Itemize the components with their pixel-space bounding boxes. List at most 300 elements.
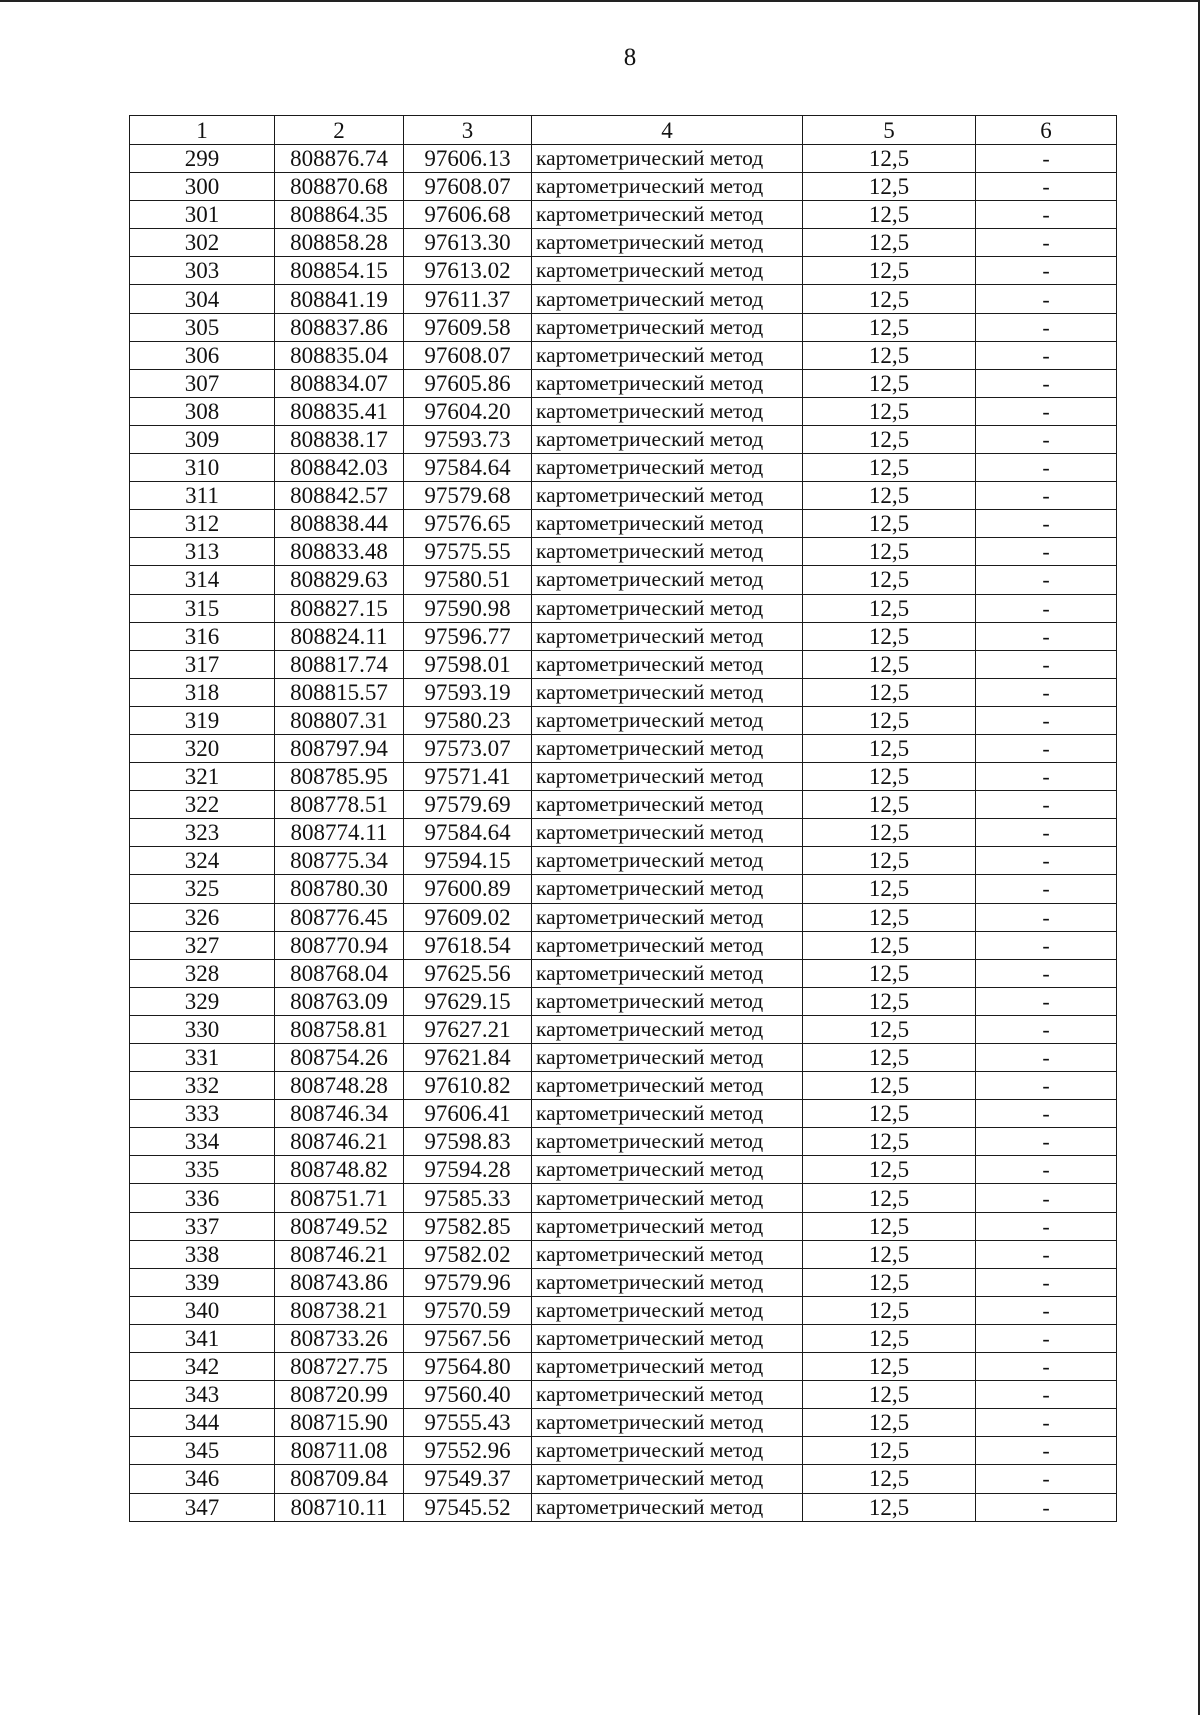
note-cell: - bbox=[976, 1296, 1117, 1324]
x-coordinate-cell: 808778.51 bbox=[275, 791, 404, 819]
accuracy-cell: 12,5 bbox=[803, 847, 976, 875]
y-coordinate-cell: 97570.59 bbox=[404, 1296, 532, 1324]
point-number-cell: 318 bbox=[130, 678, 275, 706]
accuracy-cell: 12,5 bbox=[803, 959, 976, 987]
y-coordinate-cell: 97576.65 bbox=[404, 510, 532, 538]
point-number-cell: 314 bbox=[130, 566, 275, 594]
x-coordinate-cell: 808738.21 bbox=[275, 1296, 404, 1324]
y-coordinate-cell: 97605.86 bbox=[404, 369, 532, 397]
x-coordinate-cell: 808780.30 bbox=[275, 875, 404, 903]
point-number-cell: 310 bbox=[130, 454, 275, 482]
accuracy-cell: 12,5 bbox=[803, 706, 976, 734]
point-number-cell: 324 bbox=[130, 847, 275, 875]
scan-edge-top bbox=[0, 0, 1200, 2]
y-coordinate-cell: 97613.02 bbox=[404, 257, 532, 285]
y-coordinate-cell: 97590.98 bbox=[404, 594, 532, 622]
method-cell: картометрический метод bbox=[532, 1409, 803, 1437]
y-coordinate-cell: 97609.02 bbox=[404, 903, 532, 931]
table-row bbox=[130, 1100, 1117, 1128]
method-cell: картометрический метод bbox=[532, 594, 803, 622]
method-cell: картометрический метод bbox=[532, 1268, 803, 1296]
x-coordinate-cell: 808758.81 bbox=[275, 1015, 404, 1043]
x-coordinate-cell: 808838.17 bbox=[275, 425, 404, 453]
x-coordinate-cell: 808746.34 bbox=[275, 1100, 404, 1128]
note-cell: - bbox=[976, 397, 1117, 425]
column-header: 3 bbox=[404, 116, 532, 145]
x-coordinate-cell: 808763.09 bbox=[275, 987, 404, 1015]
note-cell: - bbox=[976, 1128, 1117, 1156]
method-cell: картометрический метод bbox=[532, 1381, 803, 1409]
point-number-cell: 328 bbox=[130, 959, 275, 987]
note-cell: - bbox=[976, 1324, 1117, 1352]
point-number-cell: 317 bbox=[130, 650, 275, 678]
point-number-cell: 340 bbox=[130, 1296, 275, 1324]
column-header: 4 bbox=[532, 116, 803, 145]
y-coordinate-cell: 97598.83 bbox=[404, 1128, 532, 1156]
method-cell: картометрический метод bbox=[532, 1044, 803, 1072]
x-coordinate-cell: 808833.48 bbox=[275, 538, 404, 566]
x-coordinate-cell: 808829.63 bbox=[275, 566, 404, 594]
note-cell: - bbox=[976, 1184, 1117, 1212]
accuracy-cell: 12,5 bbox=[803, 1437, 976, 1465]
table-header bbox=[130, 116, 1117, 145]
point-number-cell: 345 bbox=[130, 1437, 275, 1465]
y-coordinate-cell: 97625.56 bbox=[404, 959, 532, 987]
x-coordinate-cell: 808727.75 bbox=[275, 1353, 404, 1381]
accuracy-cell: 12,5 bbox=[803, 1184, 976, 1212]
table-row bbox=[130, 425, 1117, 453]
y-coordinate-cell: 97627.21 bbox=[404, 1015, 532, 1043]
note-cell: - bbox=[976, 257, 1117, 285]
y-coordinate-cell: 97606.68 bbox=[404, 201, 532, 229]
y-coordinate-cell: 97567.56 bbox=[404, 1324, 532, 1352]
x-coordinate-cell: 808770.94 bbox=[275, 931, 404, 959]
method-cell: картометрический метод bbox=[532, 1240, 803, 1268]
table-row bbox=[130, 538, 1117, 566]
accuracy-cell: 12,5 bbox=[803, 1072, 976, 1100]
table-row bbox=[130, 285, 1117, 313]
y-coordinate-cell: 97593.73 bbox=[404, 425, 532, 453]
point-number-cell: 336 bbox=[130, 1184, 275, 1212]
note-cell: - bbox=[976, 1268, 1117, 1296]
method-cell: картометрический метод bbox=[532, 931, 803, 959]
point-number-cell: 300 bbox=[130, 173, 275, 201]
point-number-cell: 341 bbox=[130, 1324, 275, 1352]
method-cell: картометрический метод bbox=[532, 987, 803, 1015]
accuracy-cell: 12,5 bbox=[803, 257, 976, 285]
accuracy-cell: 12,5 bbox=[803, 1409, 976, 1437]
x-coordinate-cell: 808775.34 bbox=[275, 847, 404, 875]
y-coordinate-cell: 97610.82 bbox=[404, 1072, 532, 1100]
accuracy-cell: 12,5 bbox=[803, 1465, 976, 1493]
table-row bbox=[130, 678, 1117, 706]
note-cell: - bbox=[976, 369, 1117, 397]
method-cell: картометрический метод bbox=[532, 706, 803, 734]
x-coordinate-cell: 808842.57 bbox=[275, 482, 404, 510]
x-coordinate-cell: 808827.15 bbox=[275, 594, 404, 622]
x-coordinate-cell: 808876.74 bbox=[275, 145, 404, 173]
method-cell: картометрический метод bbox=[532, 1437, 803, 1465]
note-cell: - bbox=[976, 482, 1117, 510]
column-header: 1 bbox=[130, 116, 275, 145]
table-row bbox=[130, 397, 1117, 425]
table-row bbox=[130, 173, 1117, 201]
x-coordinate-cell: 808711.08 bbox=[275, 1437, 404, 1465]
note-cell: - bbox=[976, 1409, 1117, 1437]
note-cell: - bbox=[976, 594, 1117, 622]
x-coordinate-cell: 808720.99 bbox=[275, 1381, 404, 1409]
y-coordinate-cell: 97549.37 bbox=[404, 1465, 532, 1493]
y-coordinate-cell: 97579.69 bbox=[404, 791, 532, 819]
header-row bbox=[130, 116, 1117, 145]
x-coordinate-cell: 808807.31 bbox=[275, 706, 404, 734]
note-cell: - bbox=[976, 425, 1117, 453]
accuracy-cell: 12,5 bbox=[803, 1156, 976, 1184]
method-cell: картометрический метод bbox=[532, 1128, 803, 1156]
y-coordinate-cell: 97594.28 bbox=[404, 1156, 532, 1184]
method-cell: картометрический метод bbox=[532, 1015, 803, 1043]
table-body bbox=[130, 145, 1117, 1522]
y-coordinate-cell: 97579.96 bbox=[404, 1268, 532, 1296]
table-row bbox=[130, 594, 1117, 622]
y-coordinate-cell: 97573.07 bbox=[404, 734, 532, 762]
table-row bbox=[130, 1128, 1117, 1156]
point-number-cell: 316 bbox=[130, 622, 275, 650]
point-number-cell: 343 bbox=[130, 1381, 275, 1409]
table-row bbox=[130, 1015, 1117, 1043]
method-cell: картометрический метод bbox=[532, 847, 803, 875]
accuracy-cell: 12,5 bbox=[803, 594, 976, 622]
accuracy-cell: 12,5 bbox=[803, 566, 976, 594]
column-header: 2 bbox=[275, 116, 404, 145]
y-coordinate-cell: 97571.41 bbox=[404, 763, 532, 791]
note-cell: - bbox=[976, 1156, 1117, 1184]
note-cell: - bbox=[976, 285, 1117, 313]
y-coordinate-cell: 97575.55 bbox=[404, 538, 532, 566]
column-header: 5 bbox=[803, 116, 976, 145]
note-cell: - bbox=[976, 1465, 1117, 1493]
y-coordinate-cell: 97560.40 bbox=[404, 1381, 532, 1409]
column-header: 6 bbox=[976, 116, 1117, 145]
point-number-cell: 332 bbox=[130, 1072, 275, 1100]
note-cell: - bbox=[976, 566, 1117, 594]
method-cell: картометрический метод bbox=[532, 1324, 803, 1352]
note-cell: - bbox=[976, 706, 1117, 734]
method-cell: картометрический метод bbox=[532, 1072, 803, 1100]
accuracy-cell: 12,5 bbox=[803, 229, 976, 257]
accuracy-cell: 12,5 bbox=[803, 482, 976, 510]
y-coordinate-cell: 97593.19 bbox=[404, 678, 532, 706]
point-number-cell: 344 bbox=[130, 1409, 275, 1437]
accuracy-cell: 12,5 bbox=[803, 1296, 976, 1324]
x-coordinate-cell: 808870.68 bbox=[275, 173, 404, 201]
method-cell: картометрический метод bbox=[532, 678, 803, 706]
point-number-cell: 299 bbox=[130, 145, 275, 173]
accuracy-cell: 12,5 bbox=[803, 1100, 976, 1128]
accuracy-cell: 12,5 bbox=[803, 1381, 976, 1409]
table-row bbox=[130, 763, 1117, 791]
table-row bbox=[130, 734, 1117, 762]
table-row bbox=[130, 931, 1117, 959]
y-coordinate-cell: 97608.07 bbox=[404, 341, 532, 369]
accuracy-cell: 12,5 bbox=[803, 622, 976, 650]
table-row bbox=[130, 1184, 1117, 1212]
table-row bbox=[130, 1156, 1117, 1184]
x-coordinate-cell: 808817.74 bbox=[275, 650, 404, 678]
y-coordinate-cell: 97604.20 bbox=[404, 397, 532, 425]
table-row bbox=[130, 1493, 1117, 1521]
method-cell: картометрический метод bbox=[532, 145, 803, 173]
y-coordinate-cell: 97552.96 bbox=[404, 1437, 532, 1465]
accuracy-cell: 12,5 bbox=[803, 425, 976, 453]
point-number-cell: 326 bbox=[130, 903, 275, 931]
method-cell: картометрический метод bbox=[532, 763, 803, 791]
table-row bbox=[130, 847, 1117, 875]
x-coordinate-cell: 808837.86 bbox=[275, 313, 404, 341]
accuracy-cell: 12,5 bbox=[803, 538, 976, 566]
table-row bbox=[130, 1072, 1117, 1100]
method-cell: картометрический метод bbox=[532, 397, 803, 425]
method-cell: картометрический метод bbox=[532, 1212, 803, 1240]
method-cell: картометрический метод bbox=[532, 510, 803, 538]
accuracy-cell: 12,5 bbox=[803, 763, 976, 791]
accuracy-cell: 12,5 bbox=[803, 931, 976, 959]
accuracy-cell: 12,5 bbox=[803, 173, 976, 201]
note-cell: - bbox=[976, 1381, 1117, 1409]
accuracy-cell: 12,5 bbox=[803, 145, 976, 173]
point-number-cell: 329 bbox=[130, 987, 275, 1015]
note-cell: - bbox=[976, 538, 1117, 566]
accuracy-cell: 12,5 bbox=[803, 791, 976, 819]
x-coordinate-cell: 808743.86 bbox=[275, 1268, 404, 1296]
point-number-cell: 331 bbox=[130, 1044, 275, 1072]
point-number-cell: 311 bbox=[130, 482, 275, 510]
x-coordinate-cell: 808709.84 bbox=[275, 1465, 404, 1493]
table-row bbox=[130, 454, 1117, 482]
method-cell: картометрический метод bbox=[532, 229, 803, 257]
x-coordinate-cell: 808776.45 bbox=[275, 903, 404, 931]
coordinates-table bbox=[129, 115, 1117, 1522]
note-cell: - bbox=[976, 1493, 1117, 1521]
method-cell: картометрический метод bbox=[532, 622, 803, 650]
note-cell: - bbox=[976, 678, 1117, 706]
point-number-cell: 320 bbox=[130, 734, 275, 762]
note-cell: - bbox=[976, 201, 1117, 229]
note-cell: - bbox=[976, 987, 1117, 1015]
accuracy-cell: 12,5 bbox=[803, 369, 976, 397]
accuracy-cell: 12,5 bbox=[803, 1015, 976, 1043]
point-number-cell: 305 bbox=[130, 313, 275, 341]
point-number-cell: 338 bbox=[130, 1240, 275, 1268]
method-cell: картометрический метод bbox=[532, 538, 803, 566]
point-number-cell: 313 bbox=[130, 538, 275, 566]
accuracy-cell: 12,5 bbox=[803, 341, 976, 369]
x-coordinate-cell: 808841.19 bbox=[275, 285, 404, 313]
y-coordinate-cell: 97584.64 bbox=[404, 819, 532, 847]
method-cell: картометрический метод bbox=[532, 369, 803, 397]
method-cell: картометрический метод bbox=[532, 1353, 803, 1381]
page-number: 8 bbox=[623, 44, 637, 71]
note-cell: - bbox=[976, 1437, 1117, 1465]
note-cell: - bbox=[976, 875, 1117, 903]
table-row bbox=[130, 959, 1117, 987]
table-row bbox=[130, 201, 1117, 229]
accuracy-cell: 12,5 bbox=[803, 454, 976, 482]
table-row bbox=[130, 1437, 1117, 1465]
y-coordinate-cell: 97545.52 bbox=[404, 1493, 532, 1521]
accuracy-cell: 12,5 bbox=[803, 1324, 976, 1352]
table-row bbox=[130, 1240, 1117, 1268]
table-row bbox=[130, 791, 1117, 819]
accuracy-cell: 12,5 bbox=[803, 650, 976, 678]
note-cell: - bbox=[976, 622, 1117, 650]
accuracy-cell: 12,5 bbox=[803, 1493, 976, 1521]
method-cell: картометрический метод bbox=[532, 819, 803, 847]
x-coordinate-cell: 808854.15 bbox=[275, 257, 404, 285]
table-row bbox=[130, 1409, 1117, 1437]
x-coordinate-cell: 808715.90 bbox=[275, 1409, 404, 1437]
method-cell: картометрический метод bbox=[532, 454, 803, 482]
point-number-cell: 302 bbox=[130, 229, 275, 257]
method-cell: картометрический метод bbox=[532, 1493, 803, 1521]
method-cell: картометрический метод bbox=[532, 791, 803, 819]
table-row bbox=[130, 1044, 1117, 1072]
accuracy-cell: 12,5 bbox=[803, 678, 976, 706]
point-number-cell: 347 bbox=[130, 1493, 275, 1521]
point-number-cell: 321 bbox=[130, 763, 275, 791]
note-cell: - bbox=[976, 903, 1117, 931]
note-cell: - bbox=[976, 510, 1117, 538]
y-coordinate-cell: 97621.84 bbox=[404, 1044, 532, 1072]
method-cell: картометрический метод bbox=[532, 903, 803, 931]
note-cell: - bbox=[976, 1100, 1117, 1128]
table-row bbox=[130, 482, 1117, 510]
accuracy-cell: 12,5 bbox=[803, 903, 976, 931]
method-cell: картометрический метод bbox=[532, 1156, 803, 1184]
point-number-cell: 309 bbox=[130, 425, 275, 453]
point-number-cell: 330 bbox=[130, 1015, 275, 1043]
point-number-cell: 339 bbox=[130, 1268, 275, 1296]
x-coordinate-cell: 808710.11 bbox=[275, 1493, 404, 1521]
accuracy-cell: 12,5 bbox=[803, 397, 976, 425]
table-row bbox=[130, 1381, 1117, 1409]
x-coordinate-cell: 808746.21 bbox=[275, 1128, 404, 1156]
y-coordinate-cell: 97598.01 bbox=[404, 650, 532, 678]
x-coordinate-cell: 808834.07 bbox=[275, 369, 404, 397]
method-cell: картометрический метод bbox=[532, 313, 803, 341]
point-number-cell: 327 bbox=[130, 931, 275, 959]
note-cell: - bbox=[976, 734, 1117, 762]
y-coordinate-cell: 97585.33 bbox=[404, 1184, 532, 1212]
x-coordinate-cell: 808842.03 bbox=[275, 454, 404, 482]
point-number-cell: 308 bbox=[130, 397, 275, 425]
y-coordinate-cell: 97600.89 bbox=[404, 875, 532, 903]
y-coordinate-cell: 97582.02 bbox=[404, 1240, 532, 1268]
y-coordinate-cell: 97594.15 bbox=[404, 847, 532, 875]
y-coordinate-cell: 97629.15 bbox=[404, 987, 532, 1015]
point-number-cell: 322 bbox=[130, 791, 275, 819]
x-coordinate-cell: 808774.11 bbox=[275, 819, 404, 847]
table-row bbox=[130, 1353, 1117, 1381]
table-row bbox=[130, 341, 1117, 369]
accuracy-cell: 12,5 bbox=[803, 1128, 976, 1156]
x-coordinate-cell: 808754.26 bbox=[275, 1044, 404, 1072]
y-coordinate-cell: 97580.23 bbox=[404, 706, 532, 734]
point-number-cell: 325 bbox=[130, 875, 275, 903]
point-number-cell: 301 bbox=[130, 201, 275, 229]
y-coordinate-cell: 97582.85 bbox=[404, 1212, 532, 1240]
x-coordinate-cell: 808751.71 bbox=[275, 1184, 404, 1212]
method-cell: картометрический метод bbox=[532, 341, 803, 369]
table-row bbox=[130, 875, 1117, 903]
accuracy-cell: 12,5 bbox=[803, 1353, 976, 1381]
y-coordinate-cell: 97584.64 bbox=[404, 454, 532, 482]
accuracy-cell: 12,5 bbox=[803, 987, 976, 1015]
table-row bbox=[130, 566, 1117, 594]
point-number-cell: 307 bbox=[130, 369, 275, 397]
x-coordinate-cell: 808797.94 bbox=[275, 734, 404, 762]
x-coordinate-cell: 808746.21 bbox=[275, 1240, 404, 1268]
table-row bbox=[130, 145, 1117, 173]
note-cell: - bbox=[976, 1353, 1117, 1381]
note-cell: - bbox=[976, 1015, 1117, 1043]
table-row bbox=[130, 819, 1117, 847]
x-coordinate-cell: 808748.28 bbox=[275, 1072, 404, 1100]
point-number-cell: 337 bbox=[130, 1212, 275, 1240]
table-row bbox=[130, 706, 1117, 734]
note-cell: - bbox=[976, 313, 1117, 341]
y-coordinate-cell: 97596.77 bbox=[404, 622, 532, 650]
point-number-cell: 323 bbox=[130, 819, 275, 847]
y-coordinate-cell: 97564.80 bbox=[404, 1353, 532, 1381]
accuracy-cell: 12,5 bbox=[803, 1268, 976, 1296]
point-number-cell: 306 bbox=[130, 341, 275, 369]
note-cell: - bbox=[976, 1240, 1117, 1268]
accuracy-cell: 12,5 bbox=[803, 734, 976, 762]
table-row bbox=[130, 1324, 1117, 1352]
x-coordinate-cell: 808864.35 bbox=[275, 201, 404, 229]
point-number-cell: 304 bbox=[130, 285, 275, 313]
note-cell: - bbox=[976, 454, 1117, 482]
x-coordinate-cell: 808835.04 bbox=[275, 341, 404, 369]
table-row bbox=[130, 987, 1117, 1015]
y-coordinate-cell: 97606.41 bbox=[404, 1100, 532, 1128]
note-cell: - bbox=[976, 145, 1117, 173]
y-coordinate-cell: 97555.43 bbox=[404, 1409, 532, 1437]
x-coordinate-cell: 808835.41 bbox=[275, 397, 404, 425]
accuracy-cell: 12,5 bbox=[803, 510, 976, 538]
method-cell: картометрический метод bbox=[532, 650, 803, 678]
method-cell: картометрический метод bbox=[532, 1184, 803, 1212]
note-cell: - bbox=[976, 650, 1117, 678]
table-row bbox=[130, 650, 1117, 678]
y-coordinate-cell: 97608.07 bbox=[404, 173, 532, 201]
table-row bbox=[130, 622, 1117, 650]
accuracy-cell: 12,5 bbox=[803, 1044, 976, 1072]
point-number-cell: 342 bbox=[130, 1353, 275, 1381]
note-cell: - bbox=[976, 959, 1117, 987]
y-coordinate-cell: 97613.30 bbox=[404, 229, 532, 257]
table-row bbox=[130, 1465, 1117, 1493]
table-row bbox=[130, 313, 1117, 341]
table-row bbox=[130, 369, 1117, 397]
note-cell: - bbox=[976, 1212, 1117, 1240]
accuracy-cell: 12,5 bbox=[803, 285, 976, 313]
accuracy-cell: 12,5 bbox=[803, 313, 976, 341]
x-coordinate-cell: 808858.28 bbox=[275, 229, 404, 257]
method-cell: картометрический метод bbox=[532, 959, 803, 987]
y-coordinate-cell: 97618.54 bbox=[404, 931, 532, 959]
